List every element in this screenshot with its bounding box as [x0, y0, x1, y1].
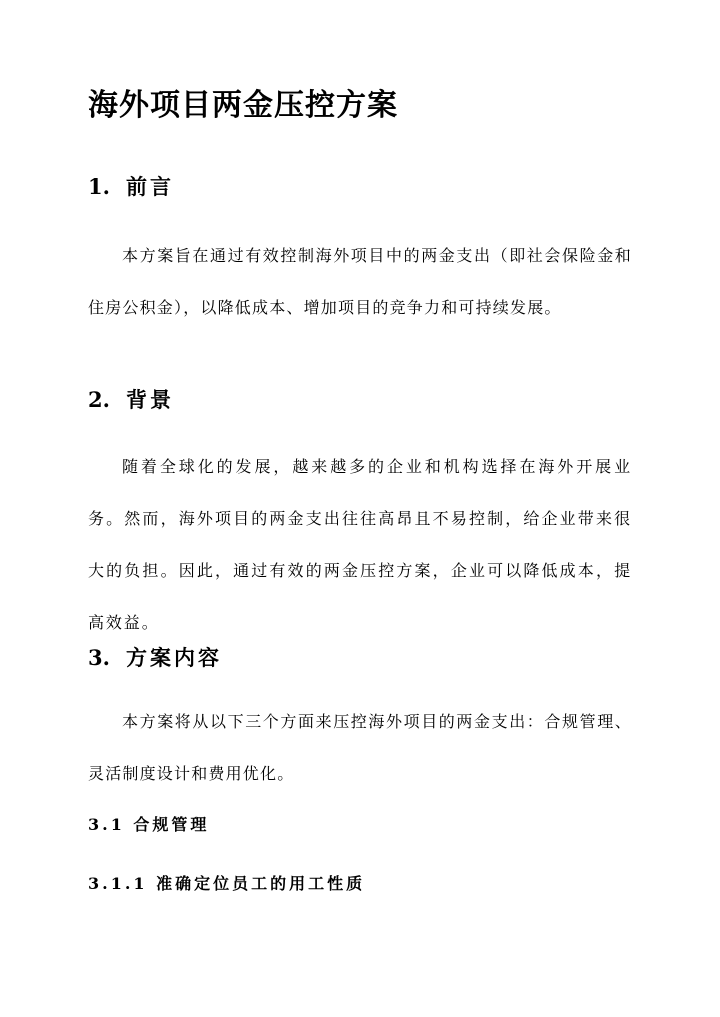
- document-title: 海外项目两金压控方案: [88, 88, 398, 123]
- section-number: 1.: [88, 174, 110, 199]
- section-number: 2.: [88, 387, 110, 412]
- section-title: 背景: [126, 387, 174, 412]
- section-title: 前言: [126, 174, 174, 199]
- paragraph-preface: 本方案旨在通过有效控制海外项目中的两金支出（即社会保险金和住房公积金），以降低成本、增加项目的竞争力和可持续发展。: [88, 246, 632, 317]
- paragraph-plan-content: 本方案将从以下三个方面来压控海外项目的两金支出：合规管理、灵活制度设计和费用优化。: [88, 712, 632, 783]
- subsection-heading-employment-nature: 3.1.1 准确定位员工的用工性质: [88, 874, 366, 893]
- subsection-heading-compliance: 3.1 合规管理: [88, 815, 210, 834]
- section-title: 方案内容: [126, 645, 222, 670]
- section-number: 3.: [88, 645, 110, 670]
- section-heading-background: [88, 385, 174, 415]
- section-heading-preface: [88, 172, 174, 202]
- section-heading-plan-content: [88, 643, 222, 673]
- paragraph-background: 随着全球化的发展，越来越多的企业和机构选择在海外开展业务。然而，海外项目的两金支出往往高昂且不易控制，给企业带来很大的负担。因此，通过有效的两金压控方案，企业可以降低成本，提高效益。: [88, 457, 632, 632]
